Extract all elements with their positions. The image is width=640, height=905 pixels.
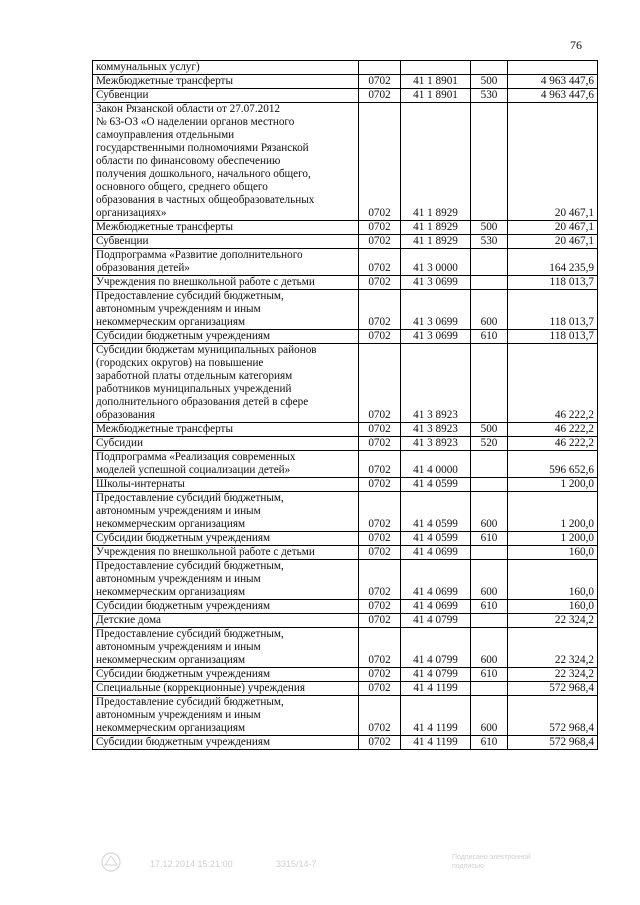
row-amount: 118 013,7 (508, 276, 598, 290)
table-row (93, 221, 598, 235)
row-name: коммунальных услуг) (93, 61, 359, 75)
row-section-code: 0702 (359, 600, 401, 614)
row-expense-type (471, 276, 508, 290)
row-name: Субвенции (93, 235, 359, 249)
row-target-article: 41 1 8929 (401, 221, 471, 235)
table-row (93, 330, 598, 344)
row-name: Специальные (коррекционные) учреждения (93, 682, 359, 696)
row-name: Предоставление субсидий бюджетным, автономным учреждениям и иным некоммерческим организациям (93, 290, 359, 330)
row-amount: 20 467,1 (508, 221, 598, 235)
row-name: Учреждения по внешкольной работе с детьми (93, 546, 359, 560)
table-row (93, 492, 598, 532)
table-row (93, 600, 598, 614)
row-amount: 46 222,2 (508, 423, 598, 437)
row-amount: 572 968,4 (508, 736, 598, 750)
row-amount: 22 324,2 (508, 628, 598, 668)
row-expense-type (471, 344, 508, 423)
row-target-article: 41 3 8923 (401, 344, 471, 423)
row-name: Субсидии бюджетным учреждениям (93, 668, 359, 682)
row-name: Школы-интернаты (93, 478, 359, 492)
row-expense-type: 500 (471, 75, 508, 89)
row-section-code: 0702 (359, 103, 401, 221)
row-name: Межбюджетные трансферты (93, 423, 359, 437)
row-expense-type: 500 (471, 423, 508, 437)
row-target-article: 41 4 0599 (401, 492, 471, 532)
table-row (93, 290, 598, 330)
row-target-article: 41 4 0699 (401, 546, 471, 560)
row-amount: 4 963 447,6 (508, 75, 598, 89)
row-target-article: 41 3 8923 (401, 423, 471, 437)
table-row (93, 423, 598, 437)
row-expense-type: 520 (471, 437, 508, 451)
row-amount: 118 013,7 (508, 290, 598, 330)
row-target-article (401, 61, 471, 75)
row-expense-type: 610 (471, 330, 508, 344)
row-amount (508, 61, 598, 75)
row-expense-type: 530 (471, 235, 508, 249)
row-name: Предоставление субсидий бюджетным, автономным учреждениям и иным некоммерческим организациям (93, 696, 359, 736)
row-target-article: 41 1 8901 (401, 89, 471, 103)
row-amount: 160,0 (508, 560, 598, 600)
row-expense-type: 600 (471, 290, 508, 330)
row-name: Субсидии бюджетам муниципальных районов (городских округов) на повышение заработной платы отдельным категориям работников муниципальных учреждений дополнительного образования детей в сфере образования (93, 344, 359, 423)
row-section-code: 0702 (359, 614, 401, 628)
table-row (93, 249, 598, 276)
row-section-code: 0702 (359, 221, 401, 235)
row-amount: 4 963 447,6 (508, 89, 598, 103)
row-target-article: 41 4 0699 (401, 560, 471, 600)
table-row (93, 61, 598, 75)
row-section-code: 0702 (359, 560, 401, 600)
row-expense-type: 610 (471, 736, 508, 750)
row-target-article: 41 3 0699 (401, 330, 471, 344)
row-name: Предоставление субсидий бюджетным, автономным учреждениям и иным некоммерческим организациям (93, 560, 359, 600)
table-row (93, 103, 598, 221)
row-section-code: 0702 (359, 532, 401, 546)
table-row (93, 682, 598, 696)
row-target-article: 41 3 0000 (401, 249, 471, 276)
electronic-signature-stamp-icon (96, 851, 126, 873)
row-name: Субсидии бюджетным учреждениям (93, 532, 359, 546)
budget-table (92, 60, 598, 750)
row-section-code: 0702 (359, 451, 401, 478)
row-target-article: 41 4 1199 (401, 696, 471, 736)
row-expense-type: 530 (471, 89, 508, 103)
row-name: Субсидии (93, 437, 359, 451)
row-expense-type: 610 (471, 532, 508, 546)
row-section-code: 0702 (359, 235, 401, 249)
row-expense-type: 600 (471, 696, 508, 736)
table-row (93, 696, 598, 736)
row-expense-type: 600 (471, 560, 508, 600)
row-section-code: 0702 (359, 736, 401, 750)
row-target-article: 41 4 0799 (401, 628, 471, 668)
row-target-article: 41 3 8923 (401, 437, 471, 451)
footer-signature-note: Подписано электронной подписью (452, 854, 531, 870)
row-amount: 1 200,0 (508, 532, 598, 546)
table-row (93, 478, 598, 492)
row-amount: 572 968,4 (508, 682, 598, 696)
row-section-code: 0702 (359, 682, 401, 696)
row-name: Субсидии бюджетным учреждениям (93, 736, 359, 750)
row-amount: 22 324,2 (508, 668, 598, 682)
row-target-article: 41 4 1199 (401, 736, 471, 750)
row-target-article: 41 1 8929 (401, 103, 471, 221)
row-section-code: 0702 (359, 478, 401, 492)
row-amount: 46 222,2 (508, 437, 598, 451)
row-amount: 1 200,0 (508, 478, 598, 492)
row-amount: 118 013,7 (508, 330, 598, 344)
row-expense-type: 610 (471, 668, 508, 682)
row-expense-type (471, 614, 508, 628)
table-row (93, 235, 598, 249)
table-row (93, 546, 598, 560)
row-target-article: 41 4 0599 (401, 532, 471, 546)
row-section-code (359, 61, 401, 75)
row-name: Предоставление субсидий бюджетным, автономным учреждениям и иным некоммерческим организациям (93, 492, 359, 532)
row-name: Закон Рязанской области от 27.07.2012 № 63-ОЗ «О наделении органов местного самоуправления отдельными государственными полномочиями Рязанской области по финансовому обеспечению получения дошкольного, начального общего, основного общего, среднего общего образования в частных общеобразовательных организациях» (93, 103, 359, 221)
row-section-code: 0702 (359, 423, 401, 437)
table-row (93, 276, 598, 290)
row-target-article: 41 4 1199 (401, 682, 471, 696)
row-expense-type (471, 61, 508, 75)
row-section-code: 0702 (359, 330, 401, 344)
row-name: Субвенции (93, 89, 359, 103)
table-row (93, 75, 598, 89)
budget-table-body (93, 61, 598, 750)
row-section-code: 0702 (359, 628, 401, 668)
row-amount: 1 200,0 (508, 492, 598, 532)
row-amount: 20 467,1 (508, 103, 598, 221)
row-target-article: 41 3 0699 (401, 276, 471, 290)
row-target-article: 41 4 0799 (401, 668, 471, 682)
row-expense-type: 600 (471, 628, 508, 668)
row-amount: 572 968,4 (508, 696, 598, 736)
row-target-article: 41 4 0799 (401, 614, 471, 628)
row-expense-type (471, 249, 508, 276)
table-row (93, 532, 598, 546)
row-expense-type: 600 (471, 492, 508, 532)
row-target-article: 41 1 8929 (401, 235, 471, 249)
row-section-code: 0702 (359, 546, 401, 560)
footer-document-code: 3315/14-7 (276, 859, 317, 869)
row-section-code: 0702 (359, 696, 401, 736)
table-row (93, 668, 598, 682)
row-section-code: 0702 (359, 668, 401, 682)
table-row (93, 736, 598, 750)
row-section-code: 0702 (359, 89, 401, 103)
table-row (93, 614, 598, 628)
row-section-code: 0702 (359, 344, 401, 423)
row-amount: 46 222,2 (508, 344, 598, 423)
row-expense-type (471, 546, 508, 560)
row-section-code: 0702 (359, 290, 401, 330)
row-target-article: 41 3 0699 (401, 290, 471, 330)
row-name: Подпрограмма «Развитие дополнительного образования детей» (93, 249, 359, 276)
footer-timestamp: 17.12.2014 15:21:00 (150, 859, 233, 869)
table-row (93, 628, 598, 668)
row-target-article: 41 4 0000 (401, 451, 471, 478)
row-expense-type (471, 478, 508, 492)
row-section-code: 0702 (359, 249, 401, 276)
row-name: Субсидии бюджетным учреждениям (93, 330, 359, 344)
row-expense-type (471, 103, 508, 221)
page-number: 76 (570, 38, 582, 52)
table-row (93, 560, 598, 600)
row-amount: 596 652,6 (508, 451, 598, 478)
row-name: Межбюджетные трансферты (93, 75, 359, 89)
row-section-code: 0702 (359, 276, 401, 290)
row-target-article: 41 1 8901 (401, 75, 471, 89)
row-section-code: 0702 (359, 75, 401, 89)
row-name: Межбюджетные трансферты (93, 221, 359, 235)
row-expense-type (471, 682, 508, 696)
row-name: Подпрограмма «Реализация современных моделей успешной социализации детей» (93, 451, 359, 478)
table-row (93, 437, 598, 451)
row-amount: 160,0 (508, 546, 598, 560)
table-row (93, 89, 598, 103)
row-amount: 22 324,2 (508, 614, 598, 628)
row-name: Субсидии бюджетным учреждениям (93, 600, 359, 614)
row-target-article: 41 4 0599 (401, 478, 471, 492)
row-amount: 160,0 (508, 600, 598, 614)
page-footer (0, 853, 640, 877)
row-amount: 164 235,9 (508, 249, 598, 276)
row-amount: 20 467,1 (508, 235, 598, 249)
row-target-article: 41 4 0699 (401, 600, 471, 614)
row-name: Детские дома (93, 614, 359, 628)
row-section-code: 0702 (359, 492, 401, 532)
row-expense-type: 610 (471, 600, 508, 614)
row-section-code: 0702 (359, 437, 401, 451)
row-expense-type: 500 (471, 221, 508, 235)
row-name: Учреждения по внешкольной работе с детьми (93, 276, 359, 290)
row-expense-type (471, 451, 508, 478)
row-name: Предоставление субсидий бюджетным, автономным учреждениям и иным некоммерческим организациям (93, 628, 359, 668)
table-row (93, 344, 598, 423)
table-row (93, 451, 598, 478)
